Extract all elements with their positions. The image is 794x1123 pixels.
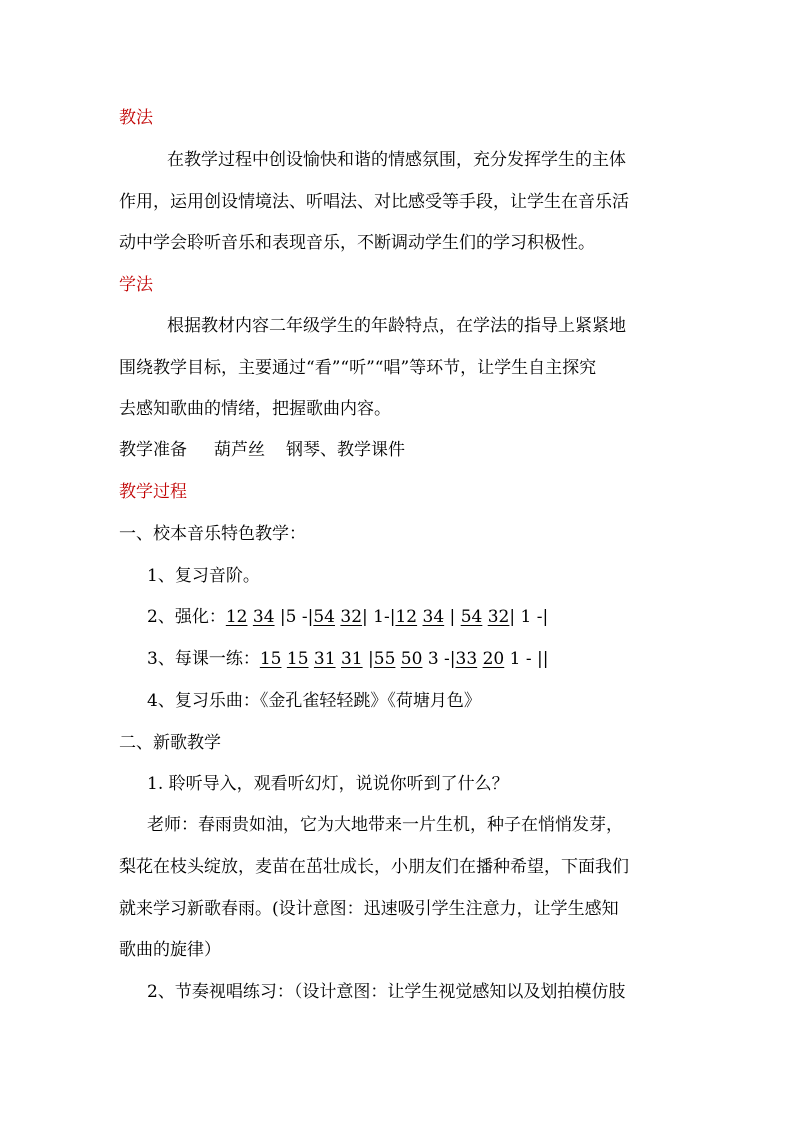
paragraph-line: 作用，运用创设情境法、听唱法、对比感受等手段，让学生在音乐活 xyxy=(119,192,629,212)
list-item: 2、节奏视唱练习：（设计意图：让学生视觉感知以及划拍模仿肢 xyxy=(147,982,626,1002)
paragraph-line: 老师：春雨贵如油，它为大地带来一片生机，种子在悄悄发芽， xyxy=(147,815,623,835)
prep-item: 葫芦丝 xyxy=(214,440,265,460)
list-item: 1. 聆听导入，观看听幻灯，说说你听到了什么？ xyxy=(147,774,509,794)
paragraph-line: 去感知歌曲的情绪，把握歌曲内容。 xyxy=(119,399,391,419)
list-item-notation-practice: 2、强化：12 34 |5 -|54 32| 1-|12 34 | 54 32| 1 -| xyxy=(147,607,549,627)
heading-jiaofa: 教法 xyxy=(119,108,153,128)
paragraph-line: 动中学会聆听音乐和表现音乐，不断调动学生们的学习积极性。 xyxy=(119,233,595,253)
heading-xuefa: 学法 xyxy=(119,275,153,295)
paragraph-line: 根据教材内容二年级学生的年龄特点，在学法的指导上紧紧地 xyxy=(167,316,626,336)
prep-label: 教学准备 xyxy=(119,440,187,460)
paragraph-line: 就来学习新歌春雨。(设计意图：迅速吸引学生注意力，让学生感知 xyxy=(119,899,619,919)
notation-token: 31 xyxy=(340,649,363,669)
prep-item: 钢琴、教学课件 xyxy=(286,440,405,460)
list-item: 4、复习乐曲：《金孔雀轻轻跳》《荷塘月色》 xyxy=(147,691,481,711)
section-title: 一、校本音乐特色教学： xyxy=(119,524,306,544)
notation-token: 54 xyxy=(460,607,483,627)
list-item: 1、复习音阶。 xyxy=(147,566,260,586)
teaching-prep-line xyxy=(119,438,405,462)
notation-token: 34 xyxy=(252,607,275,627)
list-item-daily-exercise: 3、每课一练：15 15 31 31 |55 50 3 -|33 20 1 - || xyxy=(147,649,549,669)
notation-token: 54 xyxy=(313,607,335,627)
notation-token: 55 xyxy=(373,649,396,669)
notation-token: 20 xyxy=(482,649,505,669)
notation-token: 34 xyxy=(422,607,445,627)
notation-token: 15 xyxy=(286,649,309,669)
section-title: 二、新歌教学 xyxy=(119,733,221,753)
notation-token: 33 xyxy=(455,649,478,669)
paragraph-line: 在教学过程中创设愉快和谐的情感氛围，充分发挥学生的主体 xyxy=(167,150,626,170)
notation-token: 50 xyxy=(400,649,423,669)
paragraph-line: 围绕教学目标，主要通过“看”“听”“唱”等环节，让学生自主探究 xyxy=(119,358,597,378)
paragraph-line: 梨花在枝头绽放，麦苗在茁壮成长，小朋友们在播种希望，下面我们 xyxy=(119,857,629,877)
notation-token: 32 xyxy=(487,607,510,627)
notation-token: 31 xyxy=(313,649,336,669)
heading-process: 教学过程 xyxy=(119,482,187,502)
paragraph-line: 歌曲的旋律） xyxy=(119,940,221,960)
notation-token: 15 xyxy=(259,649,282,669)
notation-token: 32 xyxy=(340,607,363,627)
notation-token: 12 xyxy=(225,607,248,627)
notation-token: 12 xyxy=(395,607,418,627)
